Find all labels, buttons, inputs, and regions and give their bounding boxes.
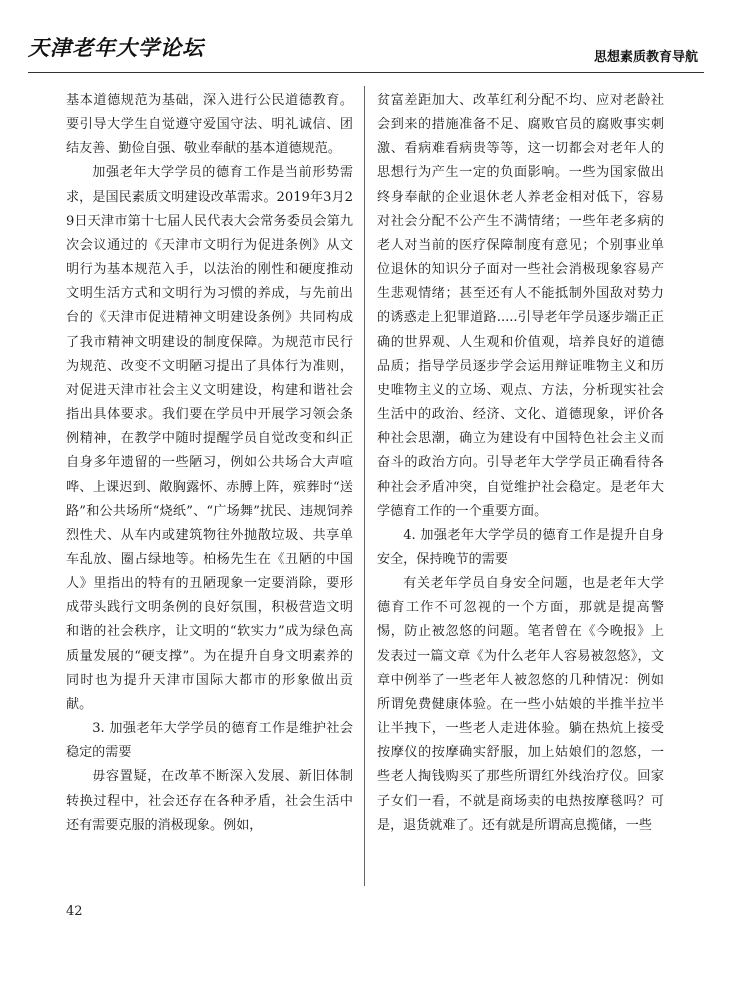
paragraph: 有关老年学员自身安全问题，也是老年大学德育工作不可忽视的一个方面，那就是提高警惕，防止被忽悠的问题。笔者曾在《今晚报》上发表过一篇文章《为什么老年人容易被忽悠》，文章中例举了一些老年人被忽悠的几种情况：例如所谓免费健康体验。在一些小姑娘的半推半拉半让半拽下，一些老人走进体验。躺在热炕上接受按摩仪的按摩确实舒服，加上姑娘们的忽悠，一些老人掏钱购买了那些所谓红外线治疗仪。回家子女们一看，不就是商场卖的电热按摩毯吗？可是，退货就难了。还有就是所谓高息揽储，一些 (377, 576, 664, 833)
left-column (66, 89, 353, 838)
header-rule (28, 72, 704, 73)
paragraph: 基本道德规范为基础，深入进行公民道德教育。要引导大学生自觉遵守爱国守法、明礼诚信、团结友善、勤俭自强、敬业奉献的基本道德规范。 (66, 93, 353, 157)
right-column (377, 89, 664, 838)
journal-logo: 天津老年大学论坛 (28, 35, 204, 60)
subheading: 3. 加强老年大学学员的德育工作是维护社会稳定的需要 (66, 721, 353, 761)
column-divider (364, 86, 365, 886)
paragraph: 贫富差距加大、改革红利分配不均、应对老龄社会到来的措施准备不足、腐败官员的腐败事实刺激、看病难看病贵等等，这一切都会对老年人的思想行为产生一定的负面影响。一些为国家做出终身奉献的企业退休老人养老金相对低下，容易对社会分配不公产生不满情绪；一些年老多病的老人对当前的医疗保障制度有意见；个别事业单位退休的知识分子面对一些社会消极现象容易产生悲观情绪；甚至还有人不能抵制外国敌对势力的诱惑走上犯罪道路.....引导老年学员逐步端正正确的世界观、人生观和价值观，培养良好的道德品质；指导学员逐步学会运用辩证唯物主义和历史唯物主义的立场、观点、方法，分析现实社会生活中的政治、经济、文化、道德现象，评价各种社会思潮，确立为建设有中国特色社会主义而奋斗的政治方向。引导老年大学学员正确看待各种社会矛盾冲突，自觉维护社会稳定。是老年大学德育工作的一个重要方面。 (377, 93, 664, 519)
paragraph: 加强老年大学学员的德育工作是当前形势需求，是国民素质文明建设改革需求。2019年3月29日天津市第十七届人民代表大会常务委员会第九次会议通过的《天津市文明行为促进条例》从文明行为基本规范入手，以法治的刚性和硬度推动文明生活方式和文明行为习惯的养成，与先前出台的《天津市促进精神文明建设条例》共同构成了我市精神文明建设的制度保障。为规范市民行为规范、改变不文明陋习提出了具体行为准则，对促进天津市社会主义文明建设，构建和谐社会指出具体要求。我们要在学员中开展学习领会条例精神，在教学中随时提醒学员自觉改变和纠正自身多年遗留的一些陋习，例如公共场合大声喧哗、上课迟到、敞胸露怀、赤膊上阵，殡葬时“送路”和公共场所“烧纸”、“广场舞”扰民、违规饲养烈性犬、从车内或建筑物往外抛散垃圾、共享单车乱放、圈占绿地等。柏杨先生在《丑陋的中国人》里指出的特有的丑陋现象一定要消除，要形成带头践行文明条例的良好氛围，积极营造文明和谐的社会秩序，让文明的“软实力”成为绿色高质量发展的“硬支撑”。为在提升自身文明素养的同时也为提升天津市国际大都市的形象做出贡献。 (66, 165, 353, 712)
section-title: 思想素质教育导航 (593, 50, 698, 65)
subheading: 4. 加强老年大学学员的德育工作是提升自身安全，保持晚节的需要 (377, 527, 664, 567)
page-number: 42 (66, 904, 83, 919)
page-header (28, 30, 704, 72)
paragraph: 毋容置疑，在改革不断深入发展、新旧体制转换过程中，社会还存在各种矛盾，社会生活中还有需要克服的消极现象。例如， (66, 769, 353, 833)
